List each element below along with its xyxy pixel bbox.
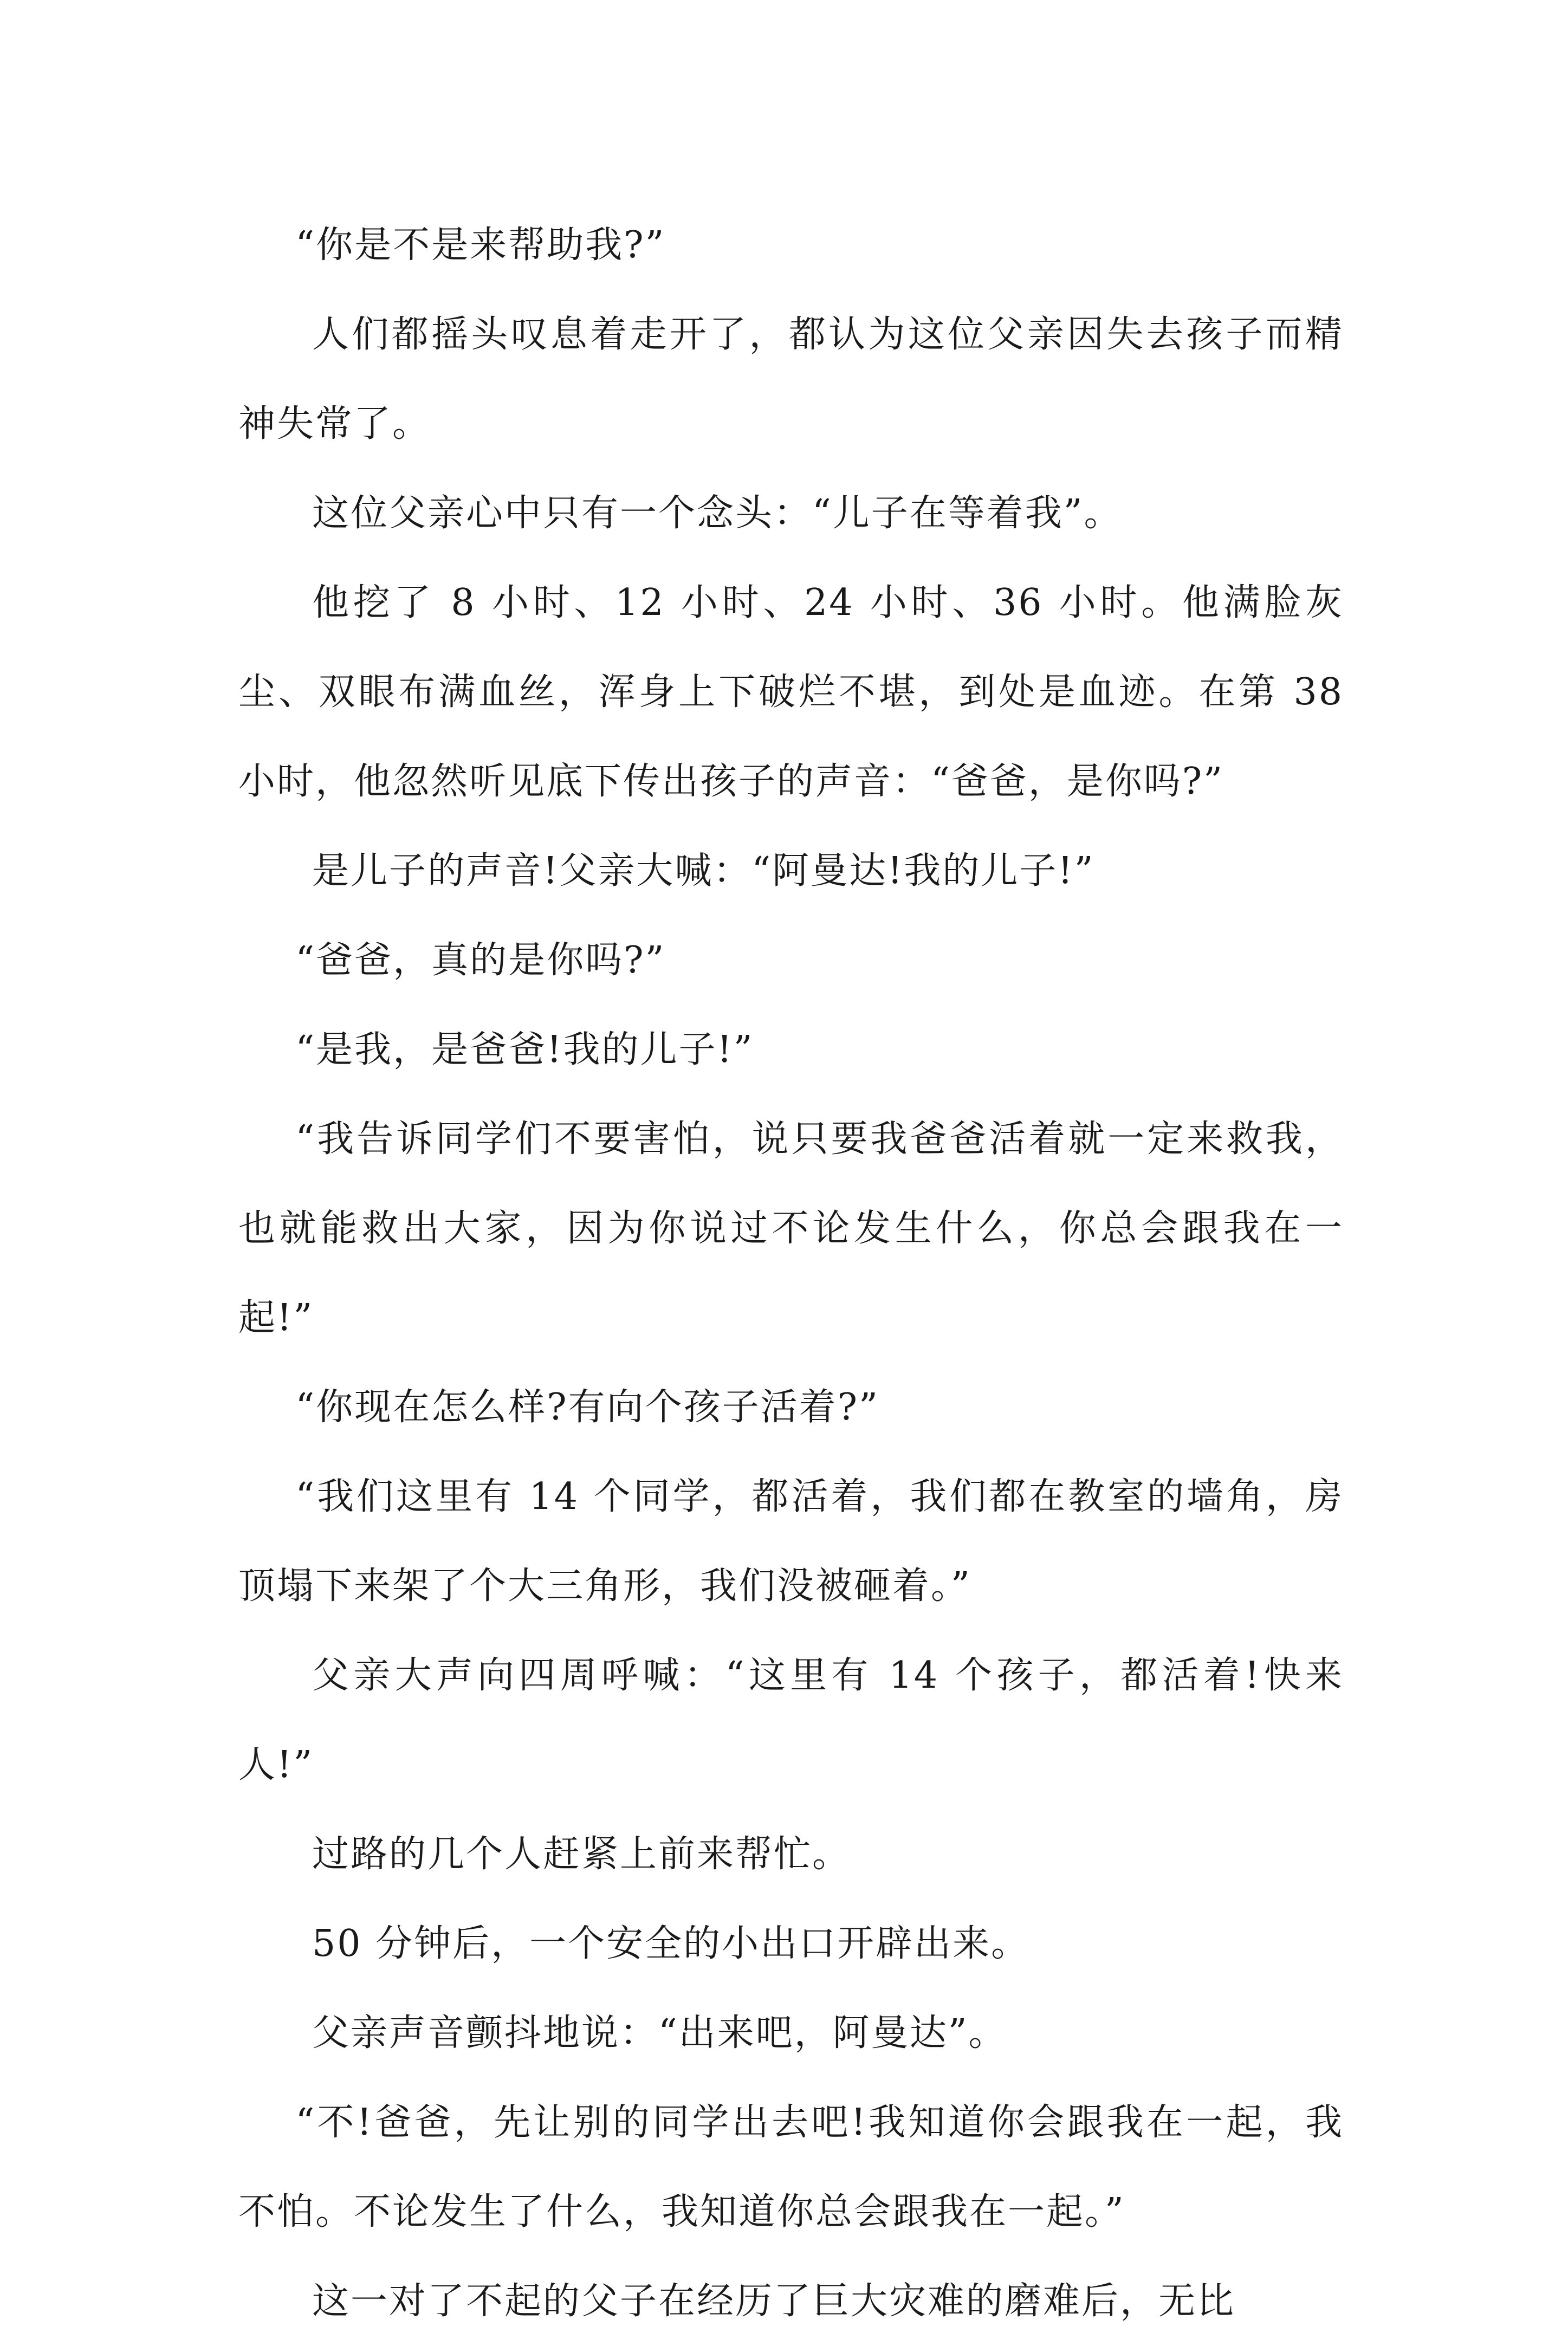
text-body [238,200,1344,2346]
paragraph: “我告诉同学们不要害怕，说只要我爸爸活着就一定来救我，也就能救出大家，因为你说过不论发生什么，你总会跟我在一起!” [238,1118,1344,1339]
paragraph: “你是不是来帮助我?” [295,224,666,267]
paragraph: 人们都摇头叹息着走开了，都认为这位父亲因失去孩子而精神失常了。 [238,313,1344,445]
paragraph: 过路的几个人赶紧上前来帮忙。 [312,1833,851,1876]
paragraph: “是我，是爸爸!我的儿子!” [295,1028,754,1071]
paragraph: “你现在怎么样?有向个孩子活着?” [295,1386,879,1429]
paragraph: 他挖了 8 小时、12 小时、24 小时、36 小时。他满脸灰尘、双眼布满血丝，浑身上下破烂不堪，到处是血迹。在第 38 小时，他忽然听见底下传出孩子的声音：“爸爸，是你吗?” [238,581,1344,803]
paragraph: 父亲大声向四周呼喊：“这里有 14 个孩子，都活着!快来人!” [238,1654,1344,1786]
paragraph: 这一对了不起的父子在经历了巨大灾难的磨难后，无比 [312,2280,1236,2323]
paragraph: 这位父亲心中只有一个念头：“儿子在等着我”。 [312,492,1123,535]
paragraph: 50 分钟后，一个安全的小出口开辟出来。 [312,1922,1030,1965]
paragraph: 是儿子的声音!父亲大喊：“阿曼达!我的儿子!” [312,850,1095,892]
paragraph: “不!爸爸，先让别的同学出去吧!我知道你会跟我在一起，我不怕。不论发生了什么，我知道你总会跟我在一起。” [238,2101,1344,2233]
paragraph: “爸爸，真的是你吗?” [295,939,666,982]
paragraph: “我们这里有 14 个同学，都活着，我们都在教室的墙角，房顶塌下来架了个大三角形，我们没被砸着。” [238,1475,1344,1608]
paragraph: 父亲声音颤抖地说：“出来吧，阿曼达”。 [312,2012,1007,2055]
